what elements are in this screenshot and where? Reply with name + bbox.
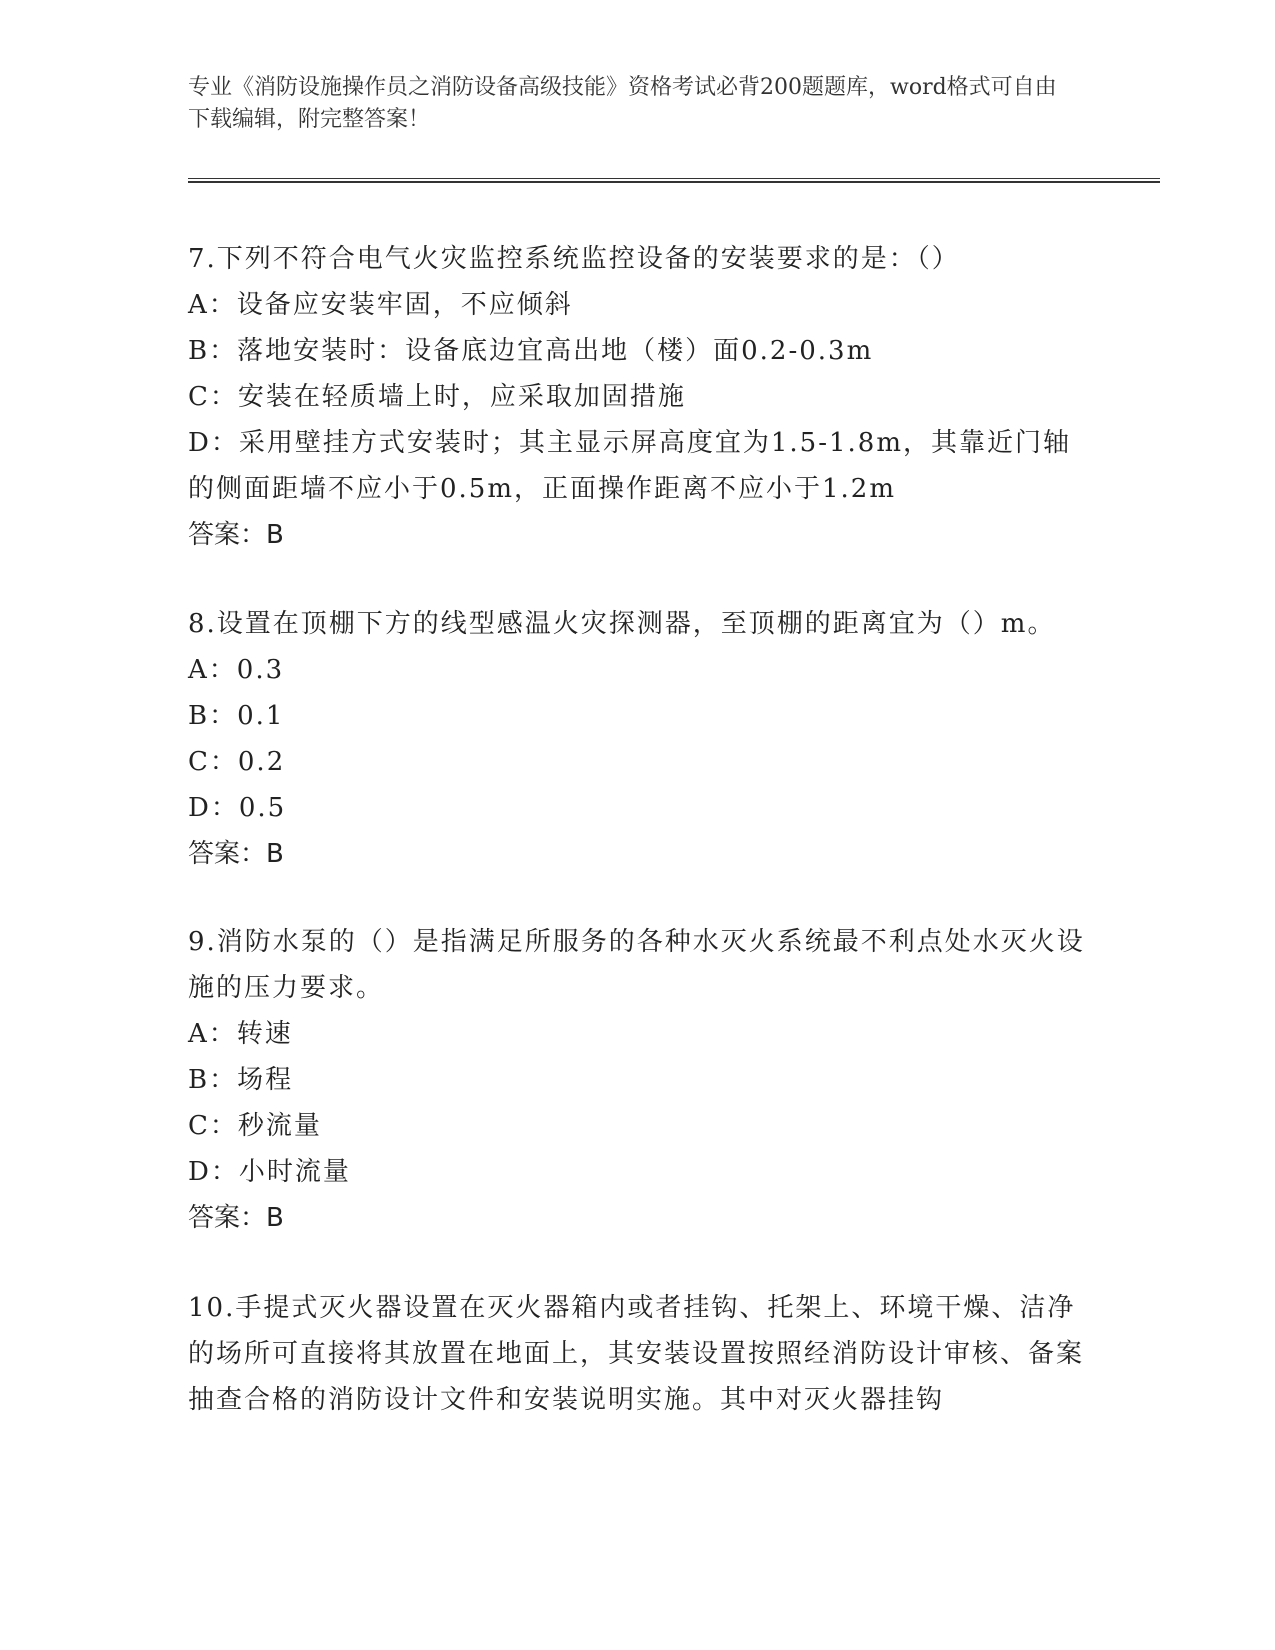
answer: 答案：B	[188, 839, 284, 869]
answer: 答案：B	[188, 1203, 284, 1233]
option-c: C：0.2	[188, 747, 286, 777]
option-b: B：场程	[188, 1065, 294, 1095]
question-text: 8.设置在顶棚下方的线型感温火灾探测器，至顶棚的距离宜为（）m。	[188, 609, 1056, 639]
question-text: 9.消防水泵的（）是指满足所服务的各种水灭火系统最不利点处水灭火设施的压力要求。	[188, 927, 1085, 1003]
header-divider	[188, 178, 1160, 183]
header-text: 专业《消防设施操作员之消防设备高级技能》资格考试必背200题题库，word格式可自由下载编辑，附完整答案！	[188, 75, 1057, 132]
option-a: A：转速	[188, 1019, 293, 1049]
answer: 答案：B	[188, 520, 284, 550]
option-d: D：小时流量	[188, 1157, 351, 1187]
option-c: C：安装在轻质墙上时，应采取加固措施	[188, 382, 686, 412]
question-7	[188, 236, 1088, 558]
document-header	[188, 72, 1068, 136]
question-10	[188, 1285, 1088, 1423]
option-b: B：0.1	[188, 701, 285, 731]
option-d: D：0.5	[188, 793, 287, 823]
question-8	[188, 601, 1088, 877]
option-a: A：0.3	[188, 655, 285, 685]
option-d: D：采用壁挂方式安装时；其主显示屏高度宜为1.5-1.8m，其靠近门轴的侧面距墙不应小于0.5m，正面操作距离不应小于1.2m	[188, 428, 1071, 504]
option-a: A：设备应安装牢固，不应倾斜	[188, 290, 573, 320]
question-9	[188, 919, 1088, 1241]
option-c: C：秒流量	[188, 1111, 322, 1141]
option-b: B：落地安装时：设备底边宜高出地（楼）面0.2-0.3m	[188, 336, 874, 366]
question-text: 7.下列不符合电气火灾监控系统监控设备的安装要求的是：（）	[188, 244, 960, 274]
question-text: 10.手提式灭火器设置在灭火器箱内或者挂钩、托架上、环境干燥、洁净的场所可直接将其放置在地面上，其安装设置按照经消防设计审核、备案抽查合格的消防设计文件和安装说明实施。其中对灭火器挂钩	[188, 1293, 1085, 1415]
